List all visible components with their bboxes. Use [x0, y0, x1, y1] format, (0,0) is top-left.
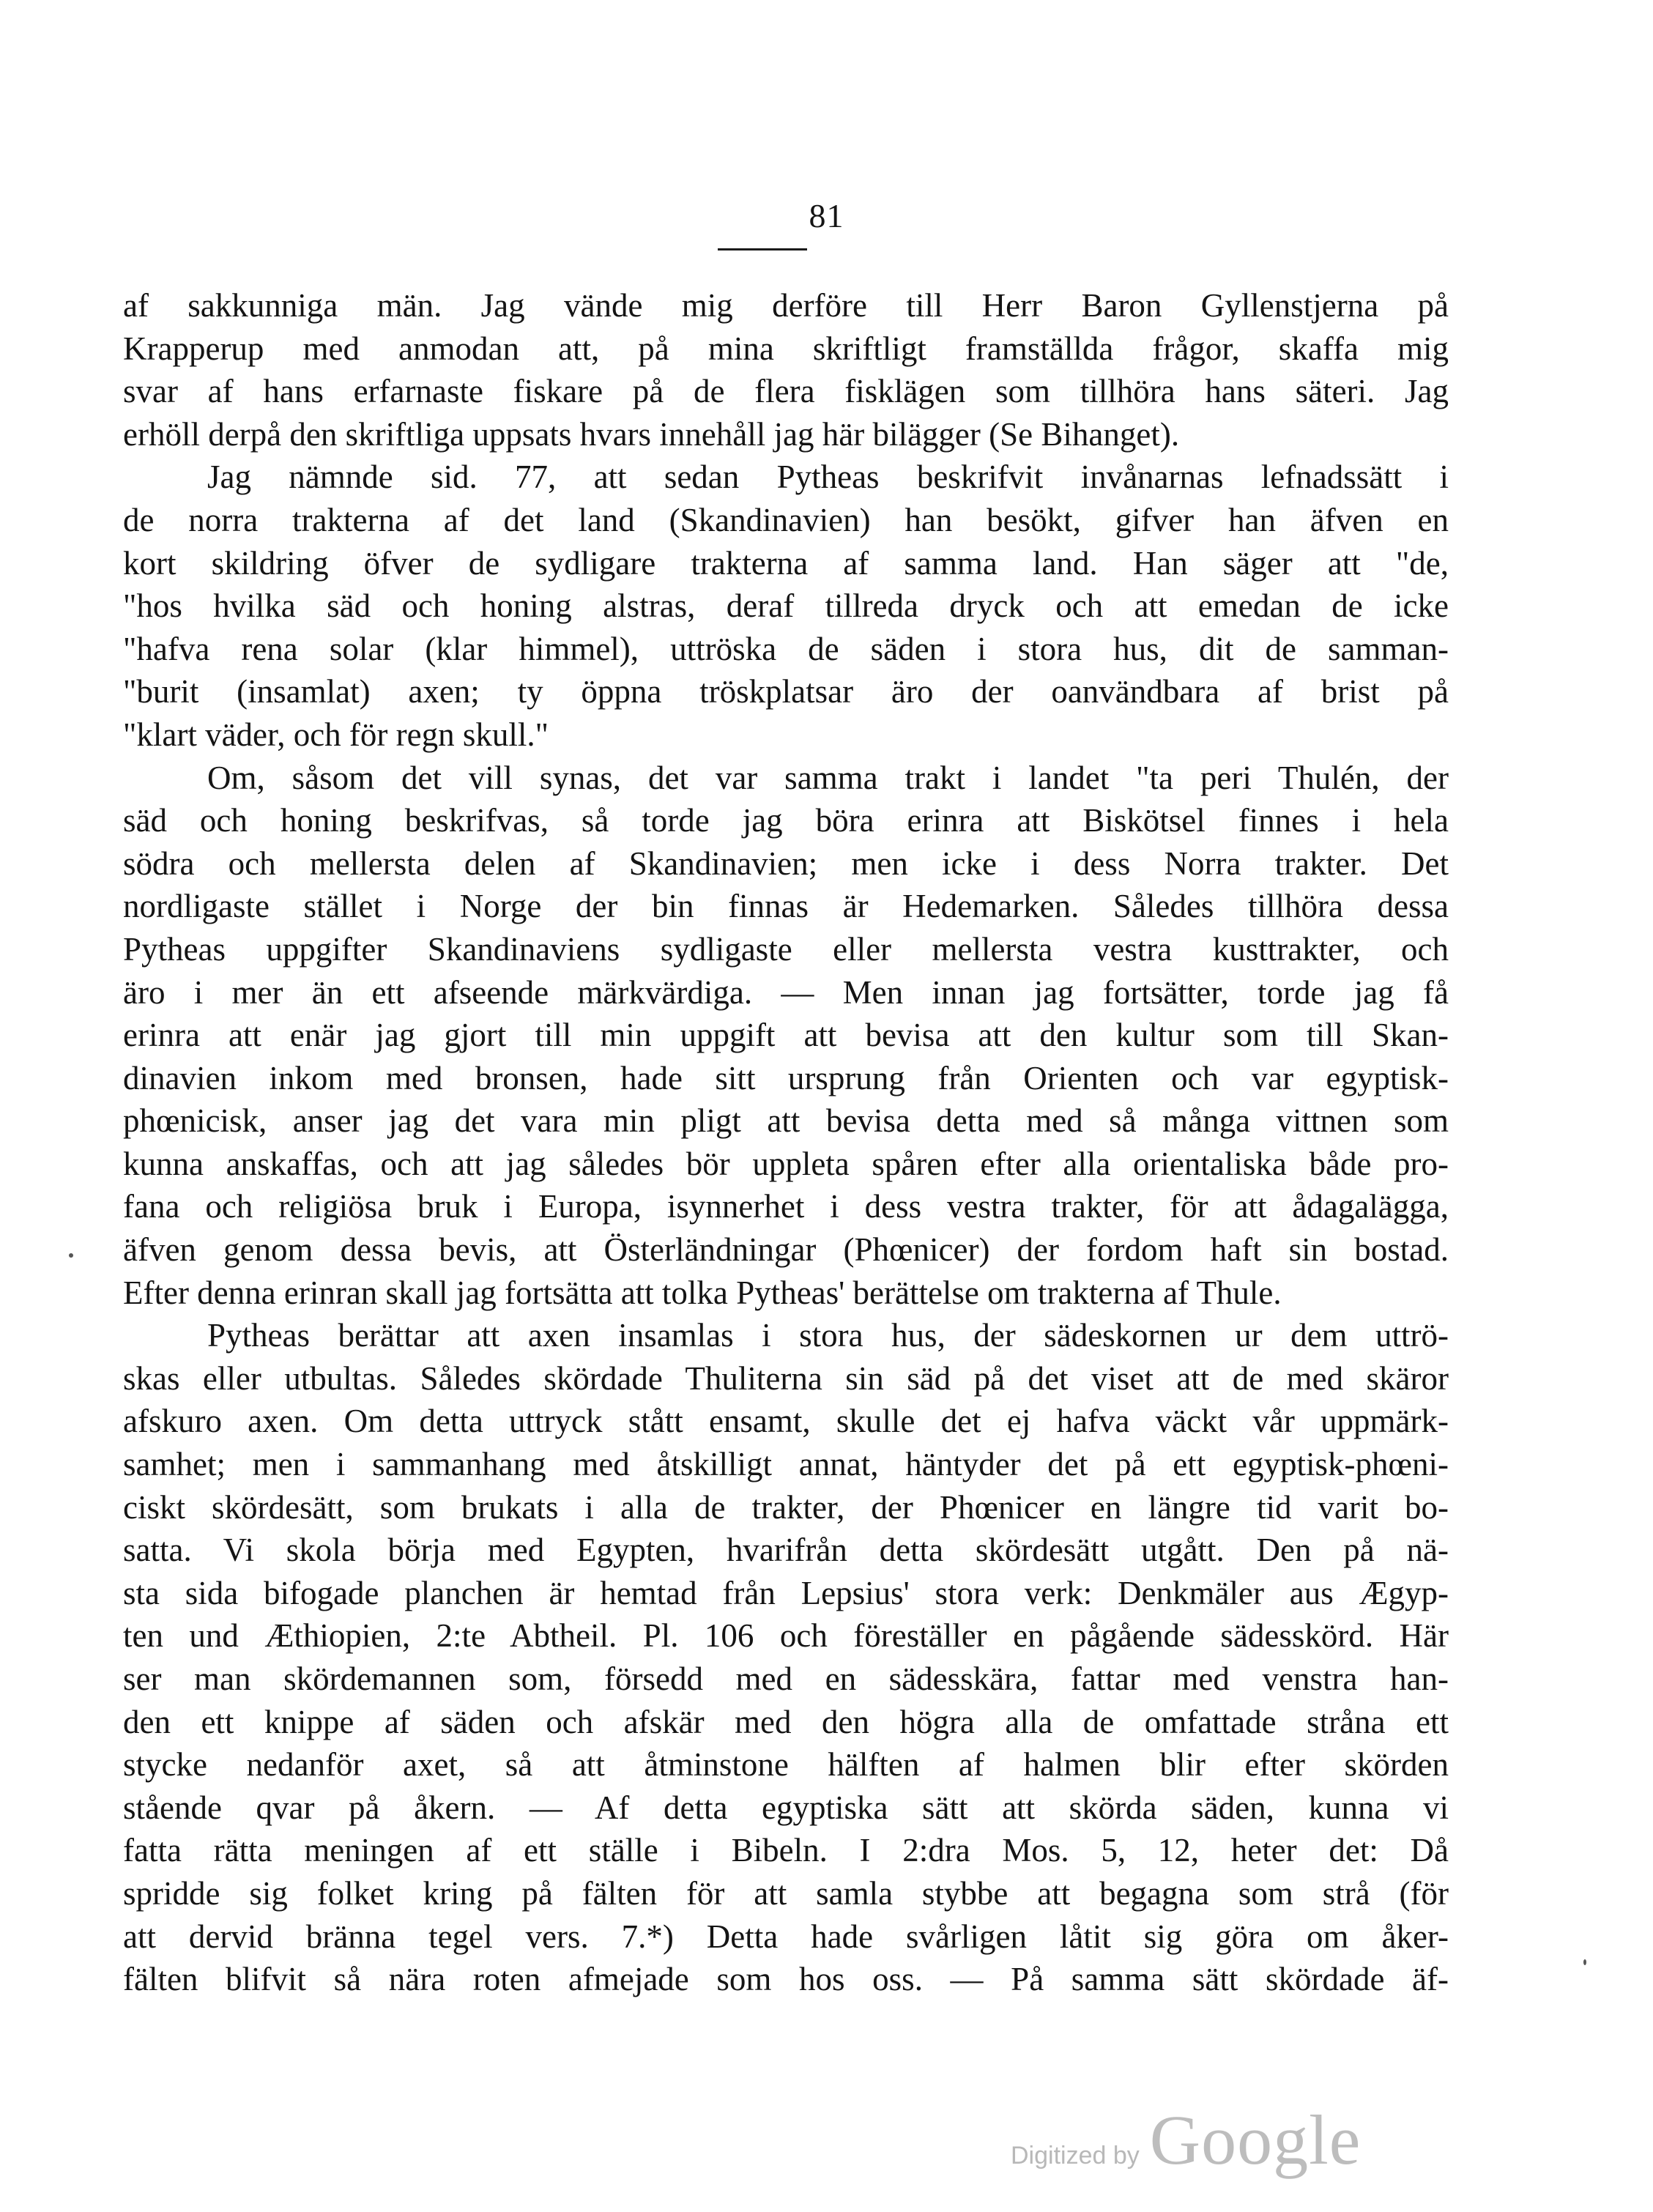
text-line: kunna anskaffas, och att jag således bör uppleta spåren efter alla orientaliska både pro-	[123, 1145, 1449, 1182]
text-line: Om, såsom det vill synas, det var samma trakt i landet "ta peri Thulén, der	[207, 759, 1449, 796]
text-line: "hafva rena solar (klar himmel), uttröska de säden i stora hus, dit de samman-	[123, 630, 1449, 667]
text-line: afskuro axen. Om detta uttryck stått ensamt, skulle det ej hafva väckt vår uppmärk-	[123, 1403, 1449, 1440]
text-line: de norra trakterna af det land (Skandinavien) han besökt, gifver han äfven en	[123, 501, 1449, 538]
text-line: "hos hvilka säd och honing alstras, deraf tillreda dryck och att emedan de icke	[123, 587, 1449, 625]
text-line: Krapperup med anmodan att, på mina skriftligt framställda frågor, skaffa mig	[123, 330, 1449, 367]
text-line: af sakkunniga män. Jag vände mig derföre till Herr Baron Gyllenstjerna på	[123, 287, 1449, 324]
scan-speck	[69, 1253, 73, 1258]
text-line: den ett knippe af säden och afskär med den högra alla de omfattade stråna ett	[123, 1703, 1449, 1740]
text-line: fana och religiösa bruk i Europa, isynnerhet i dess vestra trakter, för att ådagalägga,	[123, 1188, 1449, 1225]
digitized-label: Digitized by	[1011, 2142, 1140, 2170]
text-line: äro i mer än ett afseende märkvärdiga. — Men innan jag fortsätter, torde jag få	[123, 973, 1449, 1011]
text-line: fälten blifvit så nära roten afmejade som hos oss. — På samma sätt skördade äf-	[123, 1961, 1449, 1998]
text-line: satta. Vi skola börja med Egypten, hvarifrån detta skördesätt utgått. Den på nä-	[123, 1532, 1449, 1569]
text-line: kort skildring öfver de sydligare trakterna af samma land. Han säger att "de,	[123, 544, 1449, 582]
text-line: spridde sig folket kring på fälten för att samla stybbe att begagna som strå (för	[123, 1874, 1449, 1912]
google-logo: Google	[1149, 2101, 1362, 2179]
text-line: svar af hans erfarnaste fiskare på de flera fisklägen som tillhöra hans säteri. Jag	[123, 373, 1449, 410]
text-line: att dervid bränna tegel vers. 7.*) Detta hade svårligen låtit sig göra om åker-	[123, 1918, 1449, 1955]
text-line: Jag nämnde sid. 77, att sedan Pytheas beskrifvit invånarnas lefnadssätt i	[207, 459, 1449, 496]
text-line: nordligaste stället i Norge der bin finnas är Hedemarken. Således tillhöra dessa	[123, 888, 1449, 925]
text-line: erinra att enär jag gjort till min uppgift att bevisa att den kultur som till Skan-	[123, 1017, 1449, 1054]
text-line: "klart väder, och för regn skull."	[123, 716, 549, 753]
page-number-rule	[718, 248, 807, 250]
text-line: Pytheas berättar att axen insamlas i stora hus, der sädeskornen ur dem uttrö-	[207, 1317, 1449, 1354]
text-line: erhöll derpå den skriftliga uppsats hvars innehåll jag här bilägger (Se Bihanget).	[123, 415, 1180, 453]
text-line: ser man skördemannen som, försedd med en sädesskära, fattar med venstra han-	[123, 1660, 1449, 1697]
text-line: ciskt skördesätt, som brukats i alla de trakter, der Phœnicer en längre tid varit bo-	[123, 1488, 1449, 1526]
scan-speck	[1583, 1959, 1586, 1965]
text-line: stående qvar på åkern. — Af detta egyptiska sätt att skörda säden, kunna vi	[123, 1789, 1449, 1826]
text-line: "burit (insamlat) axen; ty öppna tröskplatsar äro der oanvändbara af brist på	[123, 673, 1449, 710]
text-line: äfven genom dessa bevis, att Österländningar (Phœnicer) der fordom haft sin bostad.	[123, 1231, 1449, 1269]
text-line: Efter denna erinran skall jag fortsätta att tolka Pytheas' berättelse om trakterna af Thule.	[123, 1274, 1282, 1311]
text-line: Pytheas uppgifter Skandinaviens sydligaste eller mellersta vestra kusttrakter, och	[123, 930, 1449, 968]
page-number: 81	[809, 197, 844, 234]
text-line: samhet; men i sammanhang med åtskilligt annat, häntyder det på ett egyptisk-phœni-	[123, 1446, 1449, 1483]
text-line: dinavien inkom med bronsen, hade sitt ursprung från Orienten och var egyptisk-	[123, 1059, 1449, 1096]
text-line: phœnicisk, anser jag det vara min pligt att bevisa detta med så många vittnen som	[123, 1102, 1449, 1140]
text-line: sta sida bifogade planchen är hemtad från Lepsius' stora verk: Denkmäler aus Ægyp-	[123, 1574, 1449, 1611]
body-text	[123, 284, 1449, 2001]
text-line: skas eller utbultas. Således skördade Thuliterna sin säd på det viset att de med skäror	[123, 1359, 1449, 1397]
digitized-watermark	[1011, 2099, 1361, 2181]
text-line: stycke nedanför axet, så att åtminstone hälften af halmen blir efter skörden	[123, 1746, 1449, 1784]
text-line: södra och mellersta delen af Skandinavien; men icke i dess Norra trakter. Det	[123, 845, 1449, 882]
text-line: säd och honing beskrifvas, så torde jag böra erinra att Biskötsel finnes i hela	[123, 802, 1449, 839]
text-line: ten und Æthiopien, 2:te Abtheil. Pl. 106 och föreställer en pågående sädesskörd. Här	[123, 1617, 1449, 1655]
text-line: fatta rätta meningen af ett ställe i Bibeln. I 2:dra Mos. 5, 12, heter det: Då	[123, 1832, 1449, 1869]
